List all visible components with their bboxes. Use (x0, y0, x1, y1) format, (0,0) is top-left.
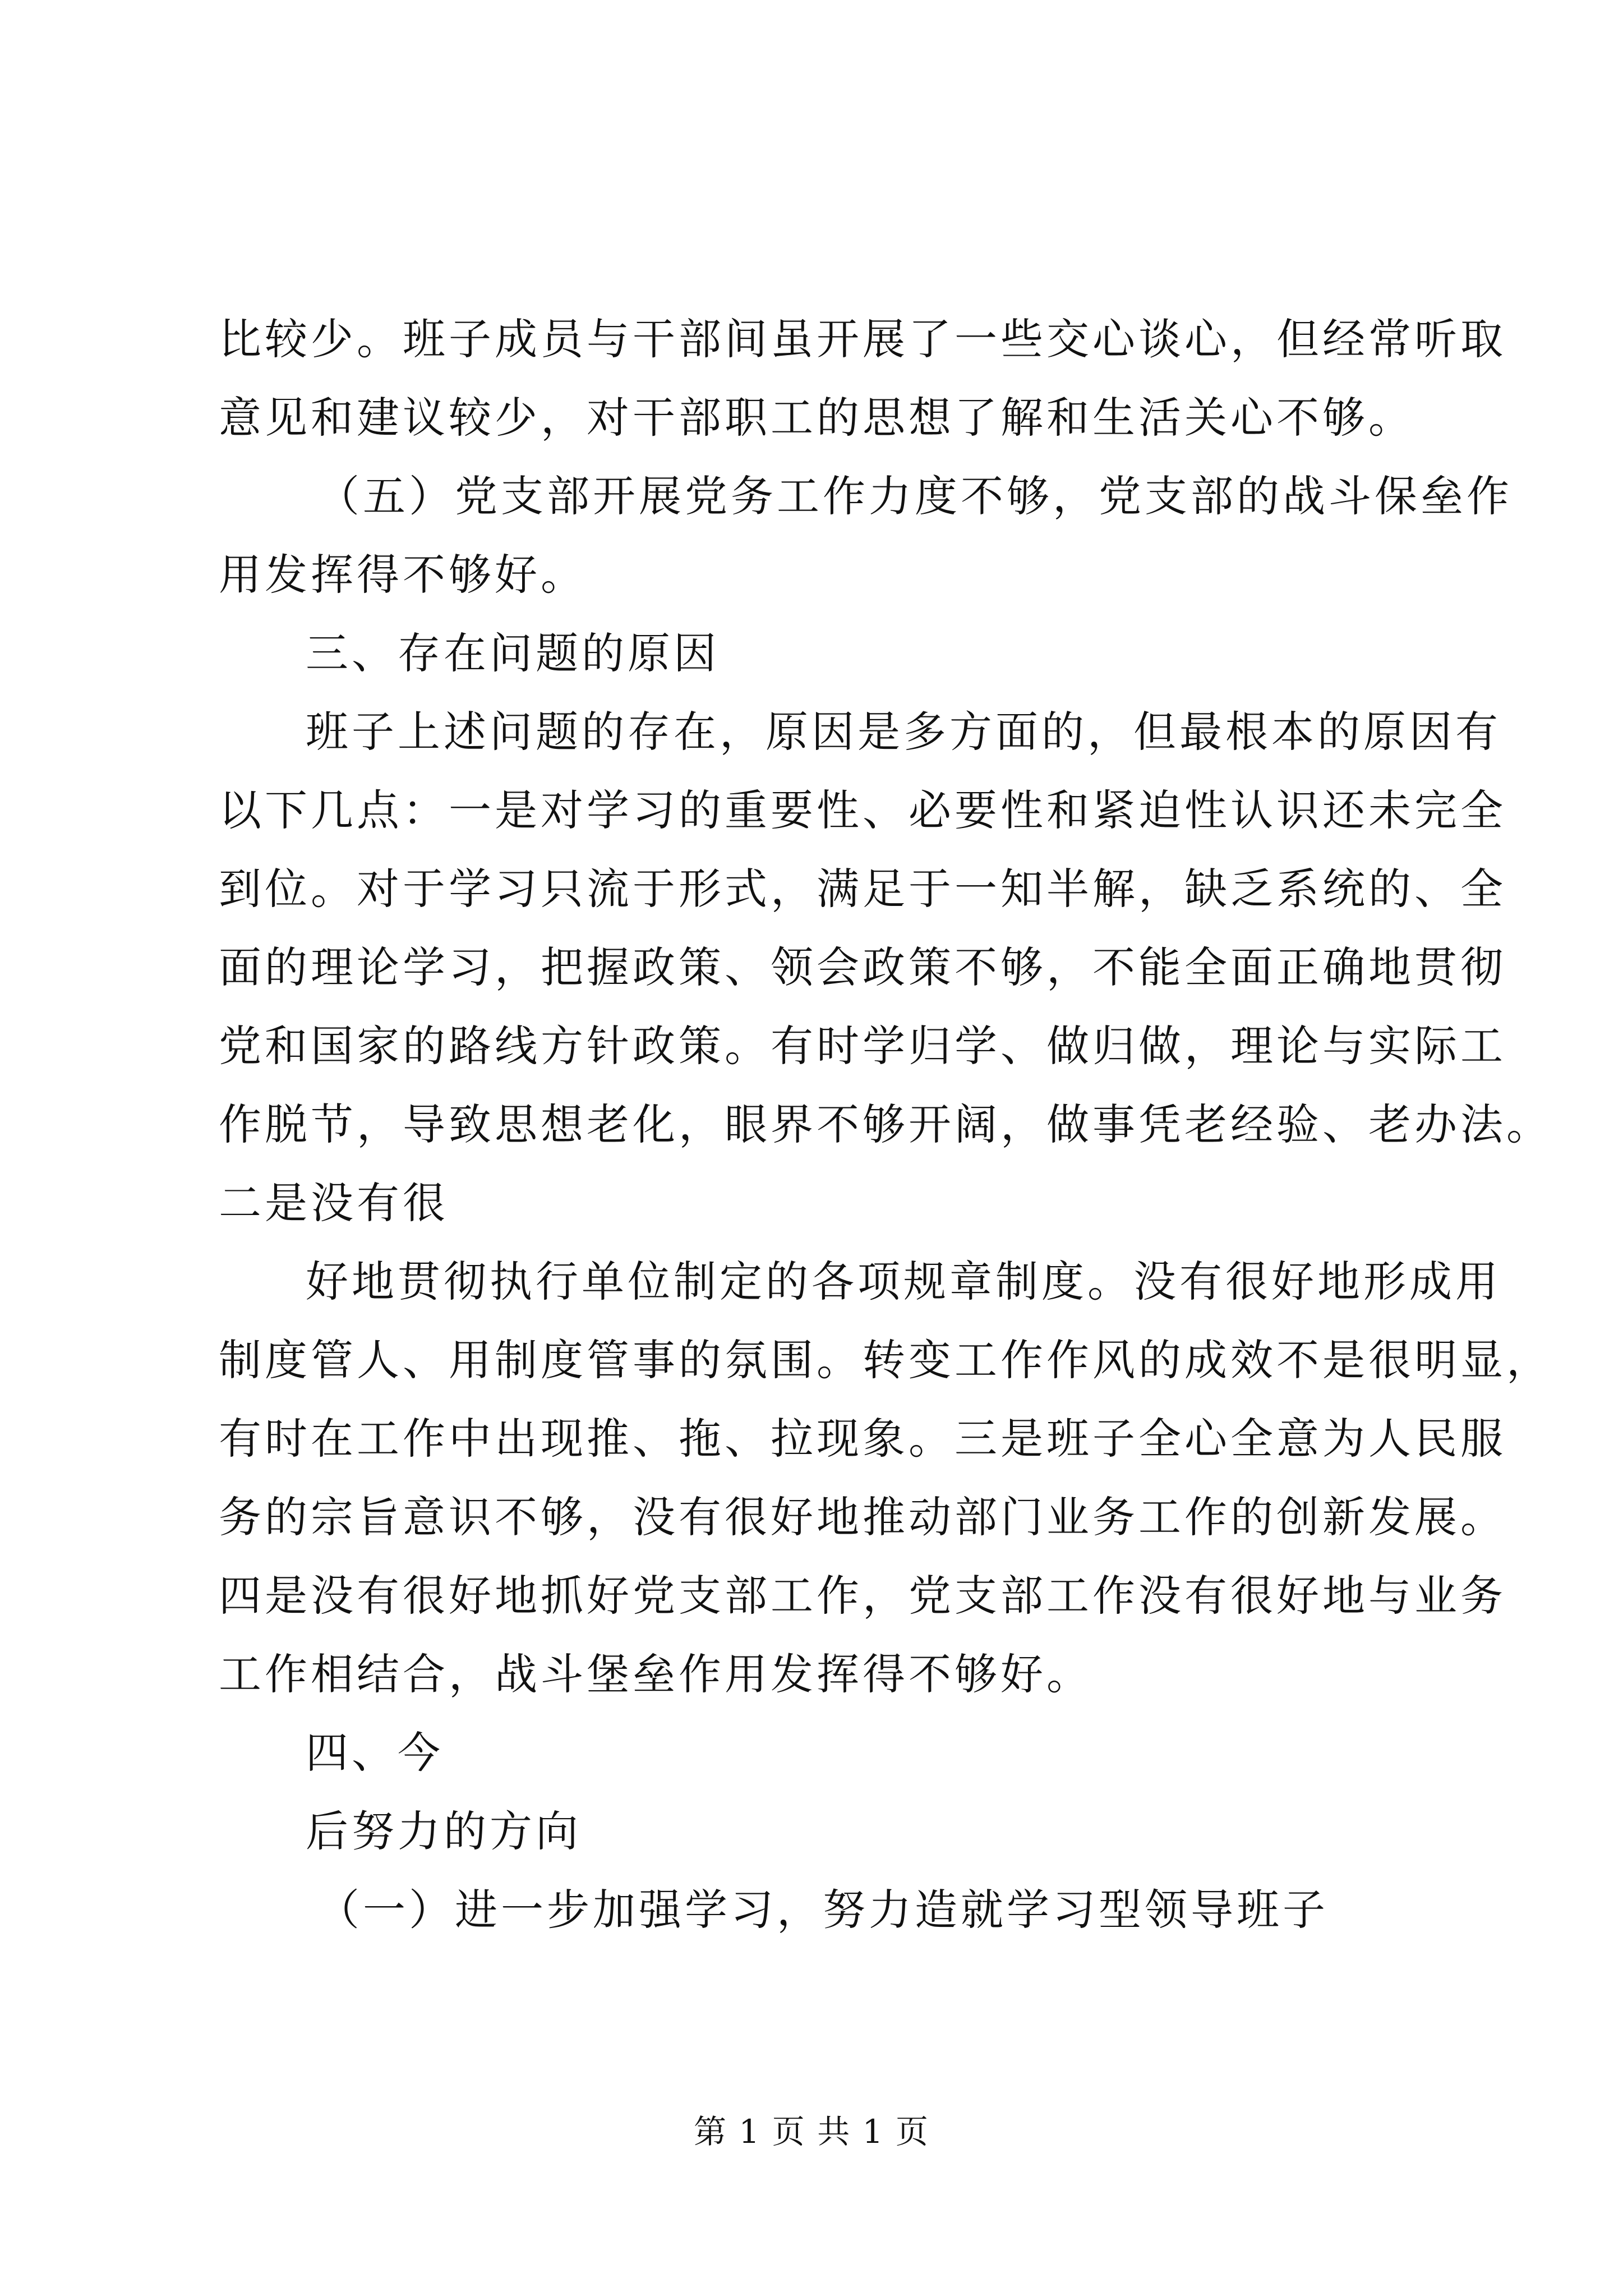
text-line: （五）党支部开展党务工作力度不够，党支部的战斗保垒作 (317, 471, 1513, 521)
text-line: 作脱节，导致思想老化，眼界不够开阔，做事凭老经验、老办法。 (219, 1099, 1552, 1149)
text-line: 用发挥得不够好。 (219, 550, 587, 600)
text-line: 党和国家的路线方针政策。有时学归学、做归做，理论与实际工 (219, 1021, 1506, 1071)
text-line: 面的理论学习，把握政策、领会政策不够，不能全面正确地贯彻 (219, 942, 1506, 992)
text-line: 四是没有很好地抓好党支部工作，党支部工作没有很好地与业务 (219, 1571, 1506, 1621)
text-line: 比较少。班子成员与干部间虽开展了一些交心谈心，但经常听取 (219, 314, 1506, 364)
text-line: 二是没有很 (219, 1178, 449, 1228)
text-line: 有时在工作中出现推、拖、拉现象。三是班子全心全意为人民服 (219, 1414, 1506, 1464)
text-line: 意见和建议较少，对干部职工的思想了解和生活关心不够。 (219, 393, 1414, 443)
text-line: 工作相结合，战斗堡垒作用发挥得不够好。 (219, 1649, 1092, 1699)
section-heading: 三、存在问题的原因 (306, 628, 720, 678)
section-heading: 后努力的方向 (306, 1806, 582, 1856)
section-heading: 四、今 (306, 1728, 444, 1778)
text-line: 制度管人、用制度管事的氛围。转变工作作风的成效不是很明显， (219, 1335, 1552, 1385)
text-line: 以下几点：一是对学习的重要性、必要性和紧迫性认识还未完全 (219, 785, 1506, 835)
text-line: 班子上述问题的存在，原因是多方面的，但最根本的原因有 (306, 707, 1501, 757)
text-line: 到位。对于学习只流于形式，满足于一知半解，缺乏系统的、全 (219, 864, 1506, 914)
page-footer: 第 1 页 共 1 页 (694, 2113, 929, 2151)
text-line: 好地贯彻执行单位制定的各项规章制度。没有很好地形成用 (306, 1257, 1501, 1306)
text-line: 务的宗旨意识不够，没有很好地推动部门业务工作的创新发展。 (219, 1492, 1506, 1542)
subsection-heading: （一）进一步加强学习，努力造就学习型领导班子 (317, 1885, 1329, 1935)
